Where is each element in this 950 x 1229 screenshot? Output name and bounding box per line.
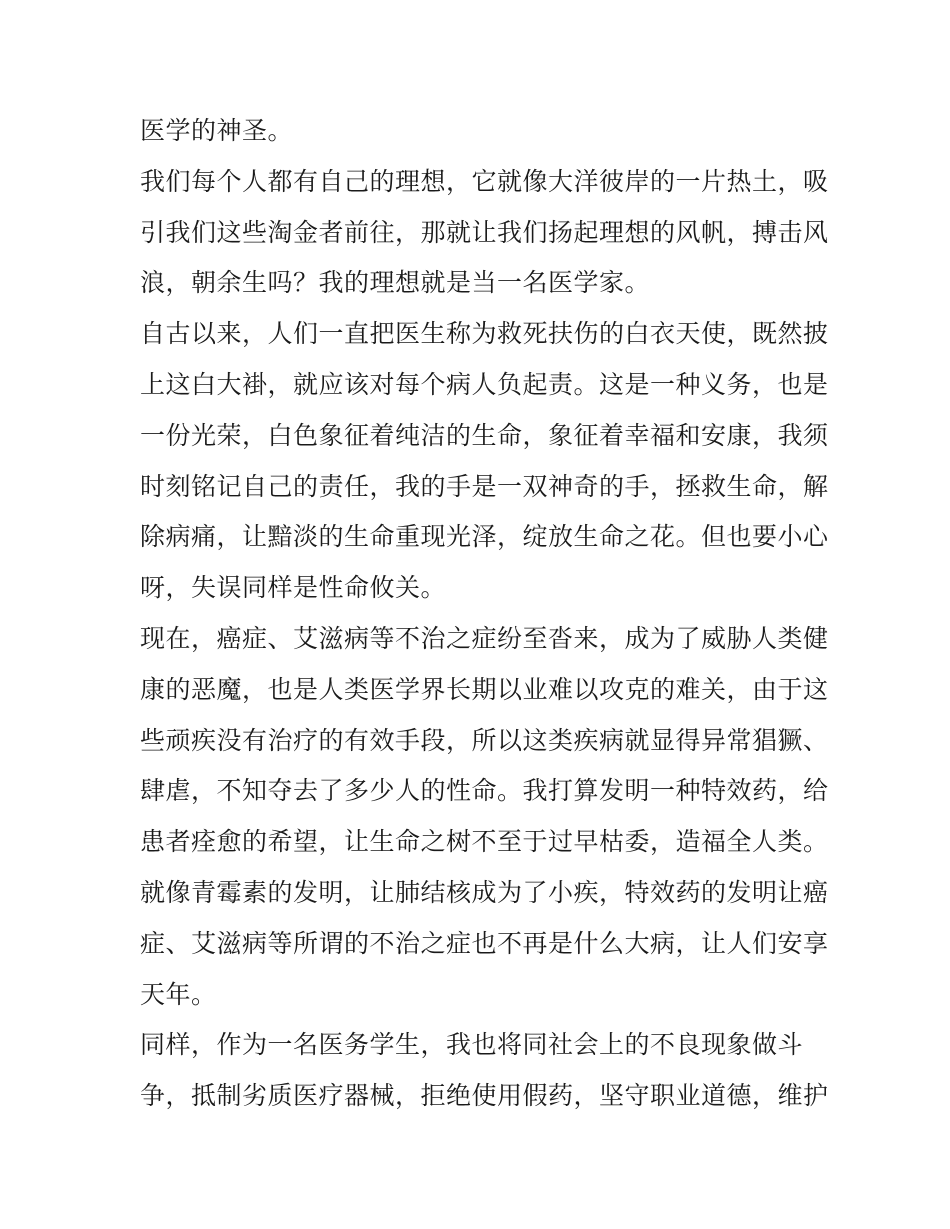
text-line: 医学的神圣。 (140, 116, 294, 145)
text-line: 上这白大褂，就应该对每个病人负起责。这是一种义务，也是 (140, 369, 829, 399)
text-line: 自古以来，人们一直把医生称为救死扶伤的白衣天使，既然披 (140, 319, 829, 349)
text-line: 我们每个人都有自己的理想，它就像大洋彼岸的一片热土，吸 (140, 166, 829, 196)
text-line: 时刻铭记自己的责任，我的手是一双神奇的手，拯救生命，解 (140, 471, 829, 501)
text-line: 争，抵制劣质医疗器械，拒绝使用假药，坚守职业道德，维护 (140, 1081, 829, 1111)
text-line: 症、艾滋病等所谓的不治之症也不再是什么大病，让人们安享 (140, 928, 829, 958)
text-line: 同样，作为一名医务学生，我也将同社会上的不良现象做斗 (140, 1030, 804, 1060)
text-line: 天年。 (140, 979, 217, 1009)
text-line: 现在，癌症、艾滋病等不治之症纷至沓来，成为了威胁人类健 (140, 623, 829, 653)
text-line: 就像青霉素的发明，让肺结核成为了小疾，特效药的发明让癌 (140, 877, 829, 907)
text-line: 除病痛，让黯淡的生命重现光泽，绽放生命之花。但也要小心 (140, 522, 829, 552)
text-line: 一份光荣，白色象征着纯洁的生命，象征着幸福和安康，我须 (140, 420, 829, 450)
text-line: 引我们这些淘金者前往，那就让我们扬起理想的风帆，搏击风 (140, 217, 829, 247)
text-line: 肆虐，不知夺去了多少人的性命。我打算发明一种特效药，给 (140, 776, 829, 806)
text-line: 康的恶魔，也是人类医学界长期以业难以攻克的难关，由于这 (140, 674, 829, 704)
document-body (140, 106, 829, 1122)
text-line: 些顽疾没有治疗的有效手段，所以这类疾病就显得异常猖獗、 (140, 725, 829, 755)
text-line: 患者痊愈的希望，让生命之树不至于过早枯委，造福全人类。 (140, 827, 829, 857)
text-line: 呀，失误同样是性命攸关。 (140, 573, 447, 603)
text-line: 浪，朝余生吗？我的理想就是当一名医学家。 (140, 268, 651, 298)
